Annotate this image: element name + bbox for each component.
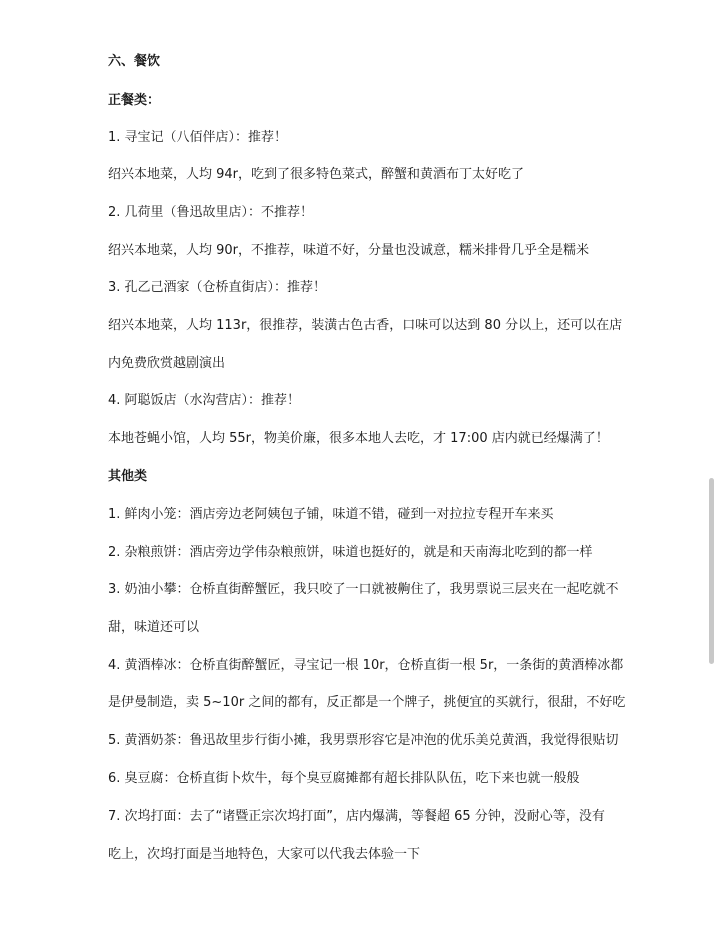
other-item-line: 4. 黄酒棒冰：仓桥直街醉蟹匠，寻宝记一根 10r，仓桥直街一根 5r，一条街的黄酒棒冰都	[108, 658, 624, 673]
main-meal-1-desc: 绍兴本地菜，人均 94r，吃到了很多特色菜式，醉蟹和黄酒布丁太好吃了	[108, 167, 525, 182]
other-item-line: 吃上，次坞打面是当地特色，大家可以代我去体验一下	[108, 847, 421, 862]
other-item-line: 是伊曼制造，卖 5~10r 之间的都有，反正都是一个牌子，挑便宜的买就行，很甜，不好吃	[108, 695, 626, 710]
main-meals-heading: 正餐类：	[108, 93, 161, 108]
vertical-scrollbar[interactable]	[709, 478, 714, 664]
main-meal-4-desc: 本地苍蝇小馆，人均 55r，物美价廉，很多本地人去吃，才 17:00 店内就已经爆满了！	[108, 431, 609, 446]
other-item-line: 1. 鲜肉小笼：酒店旁边老阿姨包子铺，味道不错，碰到一对拉拉专程开车来买	[108, 507, 554, 522]
other-item-line: 3. 奶油小攀：仓桥直街醉蟹匠，我只咬了一口就被齁住了，我男票说三层夹在一起吃就不	[108, 582, 619, 597]
other-item-line: 7. 次坞打面：去了“诸暨正宗次坞打面”，店内爆满，等餐超 65 分钟，没耐心等，没有	[108, 809, 605, 824]
main-meal-2-desc: 绍兴本地菜，人均 90r，不推荐，味道不好，分量也没诚意，糯米排骨几乎全是糯米	[108, 243, 590, 258]
main-meal-4-title: 4. 阿聪饭店（水沟营店）：推荐！	[108, 393, 301, 408]
main-meal-1-title: 1. 寻宝记（八佰伴店）：推荐！	[108, 130, 288, 145]
main-meal-3-desc-line-2: 内免费欣赏越剧演出	[108, 356, 226, 371]
section-title: 六、餐饮	[108, 54, 161, 69]
main-meal-3-desc-line-1: 绍兴本地菜，人均 113r，很推荐，装潢古色古香，口味可以达到 80 分以上，还可以在店	[108, 318, 623, 333]
other-heading: 其他类	[108, 469, 148, 484]
main-meal-3-title: 3. 孔乙己酒家（仓桥直街店）：推荐！	[108, 280, 327, 295]
other-item-line: 甜，味道还可以	[108, 620, 200, 635]
other-item-line: 5. 黄酒奶茶：鲁迅故里步行街小摊，我男票形容它是冲泡的优乐美兑黄酒，我觉得很贴切	[108, 733, 619, 748]
main-meal-2-title: 2. 几荷里（鲁迅故里店）：不推荐！	[108, 205, 314, 220]
other-item-line: 6. 臭豆腐：仓桥直街卜炊牛，每个臭豆腐摊都有超长排队队伍，吃下来也就一般般	[108, 771, 580, 786]
other-item-line: 2. 杂粮煎饼：酒店旁边学伟杂粮煎饼，味道也挺好的，就是和天南海北吃到的都一样	[108, 545, 593, 560]
